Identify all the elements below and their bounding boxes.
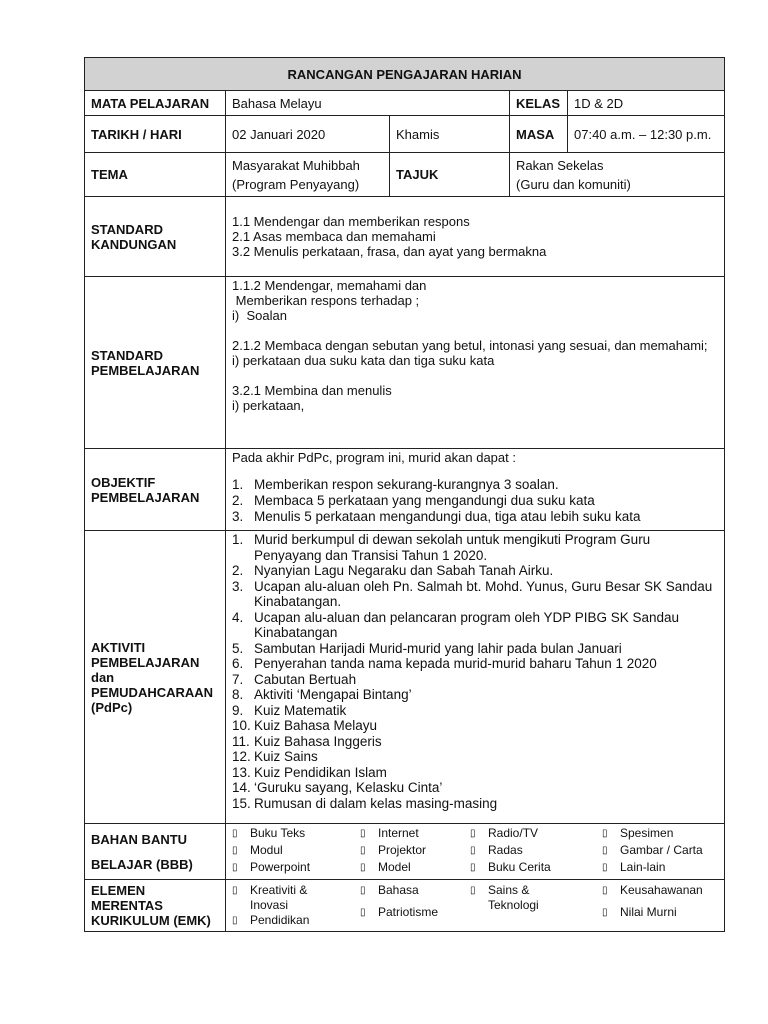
item-number: 4. (232, 609, 244, 625)
checkbox-icon[interactable]: ▯ (232, 845, 238, 856)
item-number: 14. (232, 780, 251, 795)
sk-item: 1.1 Mendengar dan memberikan respons (232, 214, 470, 229)
checkbox-icon[interactable]: ▯ (602, 862, 608, 873)
bbb-label-2: BELAJAR (BBB) (91, 856, 193, 872)
sk-item: 3.2 Menulis perkataan, frasa, dan ayat yang bermakna (232, 244, 547, 259)
checkbox-icon[interactable]: ▯ (470, 862, 476, 873)
item-number: 2. (232, 563, 244, 578)
item-text: Ucapan alu-aluan oleh Pn. Salmah bt. Mohd. Yunus, Guru Besar SK Sandau Kinabatangan. (254, 578, 713, 609)
standard-pembelajaran-label-1: STANDARD (91, 347, 163, 363)
bbb-item (470, 825, 602, 842)
item-number: 8. (232, 687, 244, 702)
emk-label-2: MERENTAS (91, 898, 163, 913)
checkbox-icon[interactable]: ▯ (360, 885, 366, 896)
item-number: 1. (232, 532, 244, 547)
masa-label: MASA (510, 116, 568, 153)
bbb-item (232, 842, 360, 859)
checkbox-icon[interactable]: ▯ (360, 862, 366, 873)
masa-value: 07:40 a.m. – 12:30 p.m. (568, 116, 725, 153)
item-text: ‘Guruku sayang, Kelasku Cinta’ (254, 780, 443, 795)
bbb-item-label: Buku Cerita (488, 860, 551, 874)
standard-pembelajaran-label-2: PEMBELAJARAN (91, 362, 200, 378)
sp-line: 2.1.2 Membaca dengan sebutan yang betul, intonasi yang sesuai, dan memahami; (232, 338, 708, 353)
list-item (232, 796, 718, 812)
emk-grid (232, 881, 718, 928)
bbb-item (232, 825, 360, 842)
tarikh-label: TARIKH / HARI (85, 116, 226, 153)
item-number: 13. (232, 764, 251, 780)
item-text: Murid berkumpul di dewan sekolah untuk mengikuti Program Guru Penyayang dan Transisi Tahun 1 2020. (254, 532, 651, 563)
emk-label-1: ELEMEN (91, 883, 146, 898)
bbb-col (360, 825, 470, 876)
emk-text: Teknologi (488, 898, 539, 912)
objektif-label (85, 449, 226, 531)
emk-item-label: Nilai Murni (620, 905, 677, 919)
bbb-label (85, 824, 226, 880)
list-item (232, 641, 718, 657)
item-text: Nyanyian Lagu Negaraku dan Sabah Tanah Airku. (254, 563, 554, 578)
bbb-content (226, 824, 725, 880)
bbb-item (232, 859, 360, 876)
item-text: Membaca 5 perkataan yang mengandungi dua suku kata (254, 493, 595, 508)
item-number: 2. (232, 493, 244, 508)
checkbox-icon[interactable]: ▯ (470, 828, 476, 839)
emk-item (360, 883, 470, 898)
tajuk-line2: (Guru dan komuniti) (516, 176, 631, 192)
kelas-label: KELAS (510, 91, 568, 116)
bbb-label-1: BAHAN BANTU (91, 831, 188, 847)
emk-item (360, 905, 470, 920)
tajuk-value (510, 153, 725, 197)
list-item (232, 477, 718, 493)
item-text: Kuiz Bahasa Inggeris (254, 733, 382, 749)
item-number: 15. (232, 795, 251, 811)
sp-line: Memberikan respons terhadap ; (232, 293, 420, 308)
item-text: Penyerahan tanda nama kepada murid-murid baharu Tahun 1 2020 (254, 656, 657, 671)
list-item (232, 493, 718, 509)
emk-item-label: Keusahawanan (620, 883, 703, 897)
aktiviti-label (85, 531, 226, 824)
list-item (232, 765, 718, 781)
checkbox-icon[interactable]: ▯ (360, 828, 366, 839)
emk-text: Inovasi (250, 898, 289, 912)
standard-pembelajaran-label (85, 277, 226, 449)
bbb-grid (232, 825, 718, 876)
tema-line1: Masyarakat Muhibbah (232, 157, 360, 173)
checkbox-icon[interactable]: ▯ (232, 828, 238, 839)
item-number: 6. (232, 656, 244, 671)
item-text: Ucapan alu-aluan dan pelancaran program oleh YDP PIBG SK Sandau Kinabatangan (254, 609, 680, 640)
bbb-item-label: Model (378, 860, 411, 874)
item-text: Kuiz Sains (254, 749, 318, 764)
mata-pelajaran-label: MATA PELAJARAN (85, 91, 226, 116)
bbb-item (602, 825, 717, 842)
bbb-item (360, 859, 470, 876)
sp-line: i) perkataan, (232, 398, 305, 413)
bbb-item (360, 825, 470, 842)
item-number: 12. (232, 749, 251, 764)
emk-item (602, 883, 717, 898)
emk-text: Sains & (488, 883, 530, 897)
checkbox-icon[interactable]: ▯ (602, 907, 608, 918)
tarikh-value: 02 Januari 2020 (226, 116, 390, 153)
standard-kandungan-label (85, 197, 226, 277)
bbb-item-label: Spesimen (620, 826, 674, 840)
emk-item (602, 905, 717, 920)
item-text: Menulis 5 perkataan mengandungi dua, tiga atau lebih suku kata (254, 509, 641, 524)
item-number: 9. (232, 702, 244, 718)
item-text: Kuiz Matematik (254, 702, 347, 718)
checkbox-icon[interactable]: ▯ (470, 845, 476, 856)
item-text: Kuiz Pendidikan Islam (254, 764, 387, 780)
item-text: Memberikan respon sekurang-kurangnya 3 soalan. (254, 477, 559, 492)
list-item (232, 703, 718, 719)
emk-text: Kreativiti & (250, 883, 308, 897)
aktiviti-content (226, 531, 725, 824)
aktiviti-label-2: PEMBELAJARAN (91, 654, 200, 670)
list-item (232, 734, 718, 750)
list-item (232, 687, 718, 703)
aktiviti-label-1: AKTIVITI (91, 639, 146, 655)
bbb-col (602, 825, 717, 876)
bbb-item-label: Internet (378, 826, 419, 840)
item-number: 10. (232, 718, 251, 733)
bbb-item-label: Gambar / Carta (620, 843, 703, 857)
bbb-item-label: Buku Teks (250, 826, 306, 840)
bbb-item-label: Radas (488, 843, 523, 857)
item-number: 3. (232, 509, 244, 524)
bbb-item (602, 859, 717, 876)
emk-item (470, 883, 602, 913)
sp-line: 3.2.1 Membina dan menulis (232, 383, 392, 398)
checkbox-icon[interactable]: ▯ (232, 862, 238, 873)
checkbox-icon[interactable]: ▯ (602, 828, 608, 839)
mata-pelajaran-value: Bahasa Melayu (226, 91, 510, 116)
sk-item: 2.1 Asas membaca dan memahami (232, 229, 436, 244)
item-number: 5. (232, 640, 244, 656)
tema-label: TEMA (85, 153, 226, 197)
bbb-col (232, 825, 360, 876)
standard-kandungan-label-1: STANDARD (91, 221, 163, 237)
aktiviti-label-4: PEMUDAHCARAAN (91, 684, 214, 700)
emk-item-label: Pendidikan (250, 913, 310, 927)
emk-label-3: KURIKULUM (EMK) (91, 913, 211, 928)
checkbox-icon[interactable]: ▯ (360, 845, 366, 856)
bbb-item-label: Radio/TV (488, 826, 539, 840)
item-text: Sambutan Harijadi Murid-murid yang lahir pada bulan Januari (254, 640, 622, 656)
item-number: 3. (232, 578, 244, 594)
lesson-plan-table (84, 57, 725, 932)
checkbox-icon[interactable]: ▯ (232, 885, 238, 896)
list-item (232, 718, 718, 734)
list-item (232, 656, 718, 672)
sp-line: 1.1.2 Mendengar, memahami dan (232, 278, 427, 293)
emk-col (470, 883, 602, 928)
item-text: Rumusan di dalam kelas masing-masing (254, 795, 498, 811)
checkbox-icon[interactable]: ▯ (232, 915, 238, 926)
list-item (232, 532, 718, 563)
hari-value: Khamis (390, 116, 510, 153)
emk-label (85, 880, 226, 932)
standard-kandungan-label-2: KANDUNGAN (91, 236, 177, 252)
emk-item-label: Patriotisme (378, 905, 439, 919)
bbb-item (602, 842, 717, 859)
bbb-item-label: Modul (250, 843, 283, 857)
emk-item (232, 913, 360, 928)
emk-content (226, 880, 725, 932)
item-text: Cabutan Bertuah (254, 671, 357, 687)
list-item (232, 509, 718, 525)
aktiviti-label-3: dan (91, 669, 115, 685)
list-item (232, 780, 718, 796)
emk-item (232, 883, 360, 913)
plan-title: RANCANGAN PENGAJARAN HARIAN (85, 58, 725, 91)
kelas-value: 1D & 2D (568, 91, 725, 116)
checkbox-icon[interactable]: ▯ (470, 885, 476, 896)
bbb-col (470, 825, 602, 876)
emk-item-label (250, 883, 307, 913)
bbb-item-label: Projektor (378, 843, 427, 857)
list-item (232, 610, 718, 641)
standard-kandungan-content (226, 197, 725, 277)
emk-col (602, 883, 717, 928)
objektif-label-2: PEMBELAJARAN (91, 489, 200, 505)
aktiviti-label-5: (PdPc) (91, 699, 133, 715)
list-item (232, 749, 718, 765)
objektif-intro: Pada akhir PdPc, program ini, murid akan dapat : (232, 450, 516, 465)
tema-value (226, 153, 390, 197)
standard-pembelajaran-content (226, 277, 725, 449)
emk-item-label (488, 883, 539, 913)
emk-col (232, 883, 360, 928)
item-number: 11. (232, 733, 250, 749)
bbb-item (360, 842, 470, 859)
bbb-item-label: Powerpoint (250, 860, 311, 874)
item-text: Aktiviti ‘Mengapai Bintang’ (254, 687, 412, 702)
list-item (232, 563, 718, 579)
sp-line: i) Soalan (232, 308, 287, 323)
emk-col (360, 883, 470, 928)
item-number: 7. (232, 671, 244, 687)
tajuk-label: TAJUK (390, 153, 510, 197)
emk-item-label: Bahasa (378, 883, 419, 897)
bbb-item (470, 859, 602, 876)
item-text: Kuiz Bahasa Melayu (254, 718, 378, 733)
checkbox-icon[interactable]: ▯ (360, 907, 366, 918)
aktiviti-list (232, 532, 718, 811)
list-item (232, 672, 718, 688)
bbb-item-label: Lain-lain (620, 860, 666, 874)
sp-line: i) perkataan dua suku kata dan tiga suku kata (232, 353, 495, 368)
tajuk-line1: Rakan Sekelas (516, 157, 604, 173)
item-number: 1. (232, 477, 244, 492)
objektif-list (232, 477, 718, 525)
tema-line2: (Program Penyayang) (232, 176, 360, 192)
checkbox-icon[interactable]: ▯ (602, 845, 608, 856)
checkbox-icon[interactable]: ▯ (602, 885, 608, 896)
objektif-content (226, 449, 725, 531)
objektif-label-1: OBJEKTIF (91, 474, 156, 490)
bbb-item (470, 842, 602, 859)
list-item (232, 579, 718, 610)
